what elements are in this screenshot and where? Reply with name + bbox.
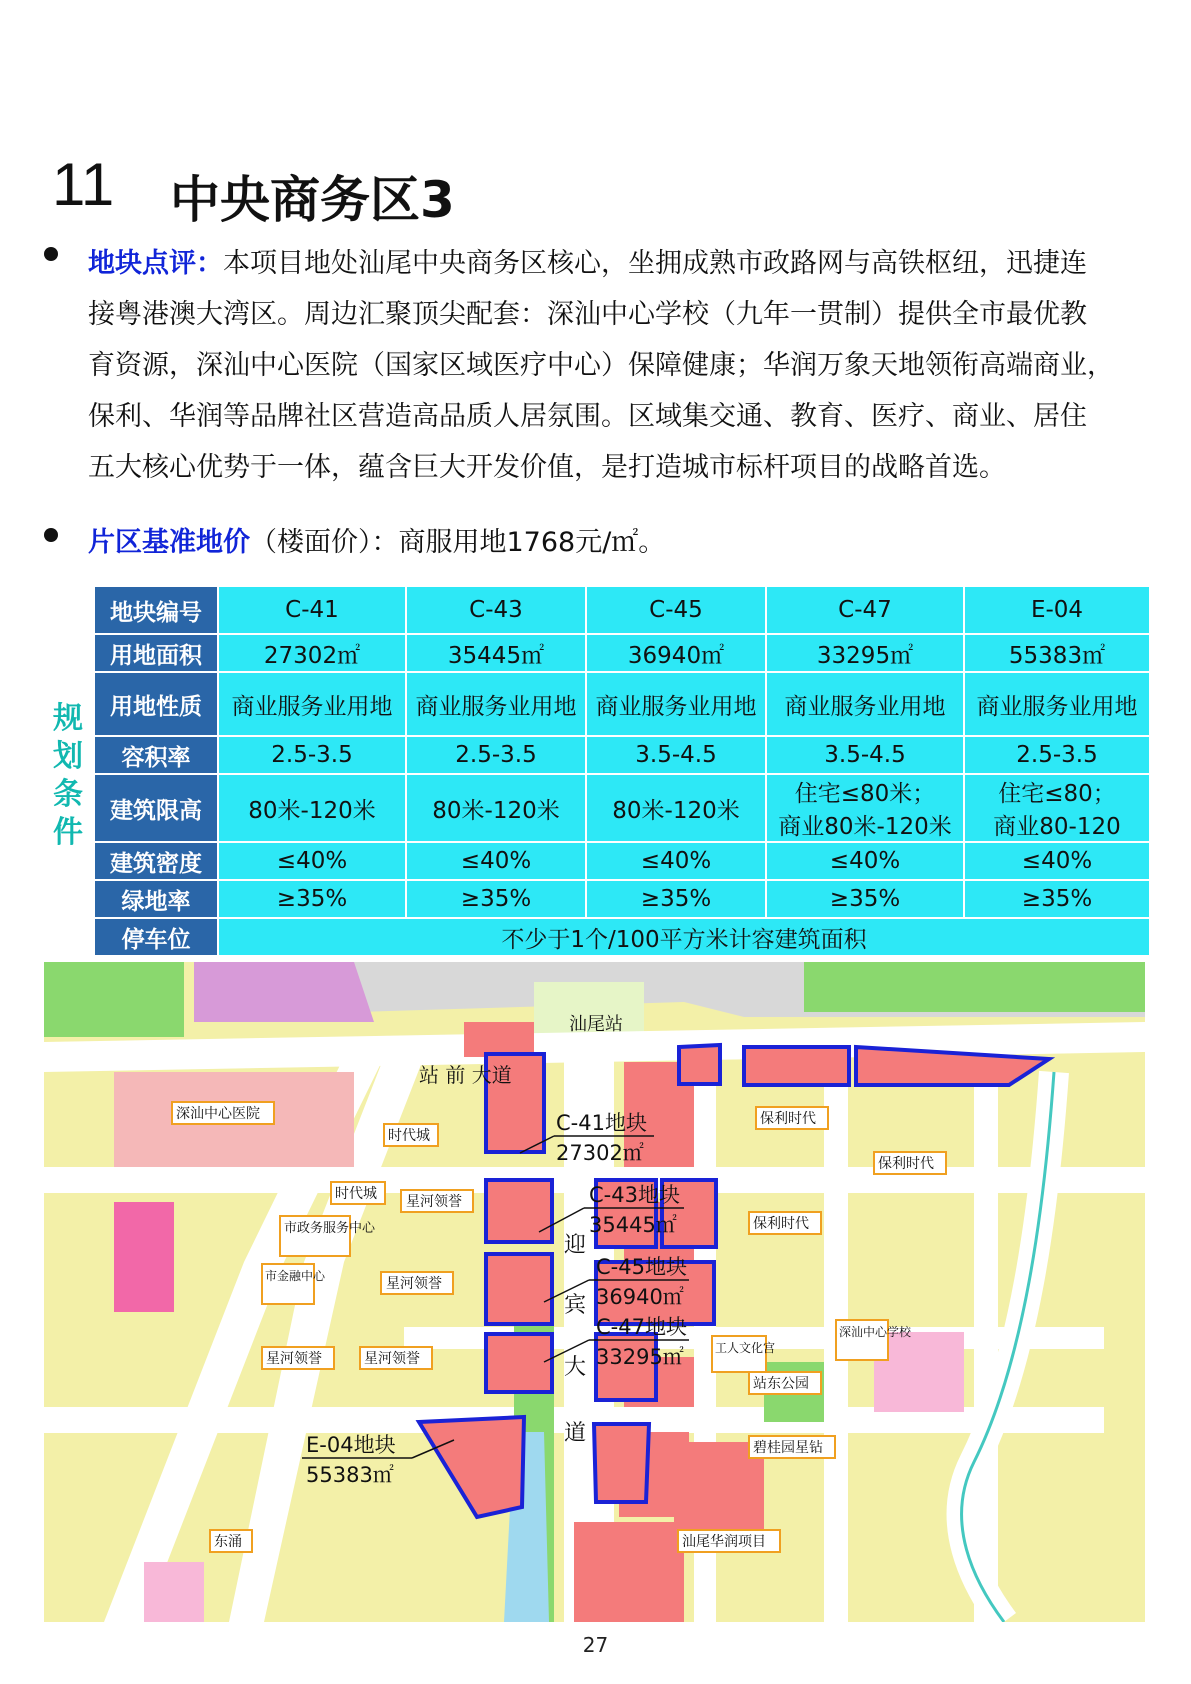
table-cell: 33295㎡	[767, 635, 963, 671]
plot-id-label: C-43地块	[589, 1183, 680, 1207]
review-line-2: 接粤港澳大湾区。周边汇聚顶尖配套：深汕中心学校（九年一贯制）提供全市最优教	[88, 299, 1087, 330]
plot-id-label: E-04地块	[306, 1433, 396, 1457]
table-cell: C-45	[587, 587, 765, 633]
section-number: 11	[52, 151, 115, 218]
side-char: 划	[53, 739, 83, 774]
planning-table	[93, 585, 1151, 957]
cell-line: 住宅≤80；	[998, 781, 1116, 807]
table-cell: C-41	[219, 587, 405, 633]
table-cell: 80米-120米	[587, 775, 765, 841]
table-row	[95, 775, 1149, 841]
planning-side-label	[50, 700, 86, 852]
place-label: 工人文化宫	[715, 1341, 776, 1355]
table-cell: ≤40%	[587, 843, 765, 879]
page-title: 中央商务区3	[170, 171, 455, 229]
bullet-review	[44, 247, 58, 261]
table-cell: ≤40%	[965, 843, 1149, 879]
table-row	[95, 635, 1149, 671]
place-label: 保利时代	[753, 1216, 809, 1232]
bullet-price	[44, 528, 58, 542]
plot-c45	[486, 1254, 552, 1324]
land-price-text: （楼面价）：商服用地1768元/㎡。	[250, 527, 666, 558]
table-row	[95, 737, 1149, 773]
place-label: 深汕中心医院	[176, 1106, 260, 1122]
side-char: 条	[53, 777, 83, 812]
row-header: 地块编号	[95, 587, 217, 633]
plot-id-label: C-47地块	[596, 1315, 687, 1339]
review-line-3: 育资源，深汕中心医院（国家区域医疗中心）保障健康；华润万象天地领衔高端商业，	[88, 350, 1114, 381]
table-cell-span: 不少于1个/100平方米计容建筑面积	[219, 919, 1149, 955]
plot-c43	[486, 1180, 552, 1242]
row-header: 建筑密度	[95, 843, 217, 879]
table-cell: ≤40%	[407, 843, 585, 879]
plot-south	[594, 1424, 649, 1502]
green-top-right	[804, 962, 1145, 1012]
plot-north-1	[679, 1045, 720, 1084]
table-cell: 商业服务业用地	[965, 673, 1149, 735]
plot-area-label: 55383㎡	[306, 1463, 394, 1487]
table-row	[95, 587, 1149, 633]
table-cell: 27302㎡	[219, 635, 405, 671]
place-label: 时代城	[335, 1186, 377, 1202]
site-map	[44, 962, 1145, 1622]
row-header: 容积率	[95, 737, 217, 773]
table-cell: 商业服务业用地	[587, 673, 765, 735]
road-v-char: 大	[564, 1355, 587, 1380]
place-label: 市金融中心	[265, 1269, 326, 1283]
purple-block	[194, 962, 374, 1022]
place-label: 站东公园	[753, 1376, 809, 1392]
place-label: 保利时代	[760, 1111, 816, 1127]
table-cell: ≤40%	[767, 843, 963, 879]
place-label: 星河领誉	[406, 1194, 462, 1210]
pink-left	[114, 1202, 174, 1312]
table-cell	[965, 775, 1149, 841]
plot-id-label: C-41地块	[556, 1111, 647, 1135]
cell-line: 住宅≤80米；	[794, 781, 936, 807]
table-cell: 商业服务业用地	[219, 673, 405, 735]
table-cell: ≥35%	[219, 881, 405, 917]
row-header: 绿地率	[95, 881, 217, 917]
table-cell: C-43	[407, 587, 585, 633]
table-cell: 80米-120米	[407, 775, 585, 841]
table-cell: 商业服务业用地	[767, 673, 963, 735]
review-line-4: 保利、华润等品牌社区营造高品质人居氛围。区域集交通、教育、医疗、商业、居住	[88, 401, 1087, 432]
row-header: 用地性质	[95, 673, 217, 735]
place-label: 星河领誉	[364, 1351, 420, 1367]
review-paragraph	[88, 238, 1158, 493]
table-cell: 2.5-3.5	[965, 737, 1149, 773]
commercial-block	[464, 1022, 534, 1057]
table-cell: ≥35%	[767, 881, 963, 917]
green-top-left	[44, 962, 184, 1037]
plot-c47	[486, 1334, 552, 1392]
plot-area-label: 27302㎡	[556, 1141, 644, 1165]
place-label: 碧桂园星钻	[753, 1440, 823, 1456]
plot-area-label: 33295㎡	[596, 1345, 684, 1369]
table-row	[95, 843, 1149, 879]
place-label: 时代城	[388, 1128, 430, 1144]
review-colon: ：	[196, 248, 223, 279]
plot-north-2	[744, 1047, 849, 1085]
road-v-char: 道	[564, 1421, 587, 1446]
table-cell: 商业服务业用地	[407, 673, 585, 735]
table-cell: 55383㎡	[965, 635, 1149, 671]
road-top-label: 站 前 大道	[419, 1063, 512, 1087]
plot-area-label: 36940㎡	[596, 1285, 684, 1309]
side-char: 件	[53, 815, 83, 850]
table-cell: 3.5-4.5	[587, 737, 765, 773]
table-cell: 2.5-3.5	[407, 737, 585, 773]
review-line-1: 本项目地处汕尾中央商务区核心，坐拥成熟市政路网与高铁枢纽，迅捷连	[223, 248, 1087, 279]
table-cell: 80米-120米	[219, 775, 405, 841]
row-header: 建筑限高	[95, 775, 217, 841]
table-row	[95, 673, 1149, 735]
place-label: 深汕中心学校	[839, 1325, 912, 1339]
table-cell: C-47	[767, 587, 963, 633]
table-cell: E-04	[965, 587, 1149, 633]
table-cell: ≥35%	[965, 881, 1149, 917]
side-char: 规	[53, 701, 83, 736]
review-line-5: 五大核心优势于一体，蕴含巨大开发价值，是打造城市标杆项目的战略首选。	[88, 452, 1006, 483]
cell-line: 商业80-120	[993, 814, 1121, 840]
station-label: 汕尾站	[569, 1014, 623, 1035]
road-v-char: 迎	[564, 1233, 587, 1258]
place-label: 星河领誉	[386, 1276, 442, 1292]
table-cell: 36940㎡	[587, 635, 765, 671]
table-cell: 35445㎡	[407, 635, 585, 671]
place-label: 市政务服务中心	[284, 1221, 376, 1236]
land-price-label: 片区基准地价	[88, 527, 250, 558]
row-header: 停车位	[95, 919, 217, 955]
table-row	[95, 919, 1149, 955]
table-cell: ≥35%	[587, 881, 765, 917]
place-label: 汕尾华润项目	[682, 1534, 766, 1550]
commercial-block	[574, 1522, 684, 1622]
plot-area-label: 35445㎡	[589, 1213, 677, 1237]
row-header: 用地面积	[95, 635, 217, 671]
plot-id-label: C-45地块	[596, 1255, 687, 1279]
place-label: 星河领誉	[266, 1351, 322, 1367]
table-cell: ≤40%	[219, 843, 405, 879]
table-cell	[767, 775, 963, 841]
table-cell: 3.5-4.5	[767, 737, 963, 773]
place-label: 东涌	[214, 1534, 242, 1550]
land-price	[88, 517, 1158, 568]
review-label: 地块点评	[88, 248, 196, 279]
pink-small	[144, 1562, 204, 1622]
place-label: 保利时代	[878, 1156, 934, 1172]
road-v-char: 宾	[564, 1293, 587, 1318]
table-cell: ≥35%	[407, 881, 585, 917]
table-row	[95, 881, 1149, 917]
table-cell: 2.5-3.5	[219, 737, 405, 773]
cell-line: 商业80米-120米	[778, 814, 952, 840]
page-number: 27	[582, 1633, 609, 1657]
